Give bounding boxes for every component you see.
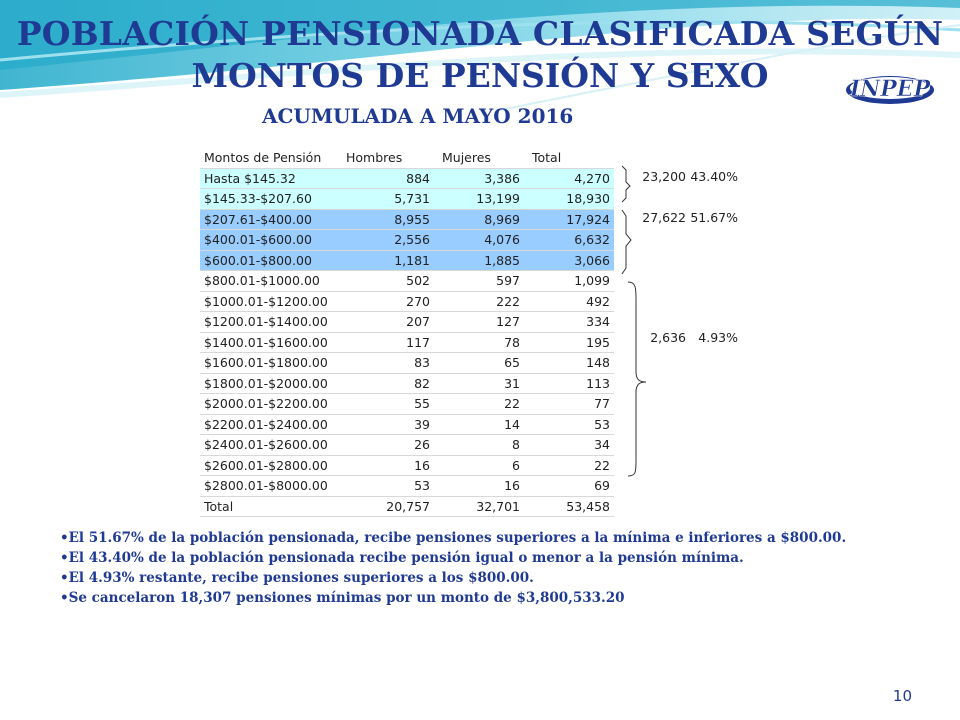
total-cell: 3,066 xyxy=(574,252,610,268)
total-cell: 53,458 xyxy=(566,498,610,514)
men-cell: 16 xyxy=(414,457,430,473)
amount-cell: $1200.01-$1400.00 xyxy=(204,314,328,329)
group-value: 23,200 xyxy=(642,169,686,184)
table-row xyxy=(200,271,614,292)
women-cell: 127 xyxy=(496,314,520,329)
women-cell: 8 xyxy=(512,437,520,452)
page-title-line1: POBLACIÓN PENSIONADA CLASIFICADA SEGÚN xyxy=(16,14,944,53)
group-value: 27,622 xyxy=(642,210,686,225)
table-row xyxy=(200,374,614,395)
total-cell: 1,099 xyxy=(574,273,610,288)
men-cell: 39 xyxy=(414,416,430,432)
group-percent: 4.93% xyxy=(698,330,738,345)
amount-cell: $1600.01-$1800.00 xyxy=(204,355,328,370)
women-cell: 3,386 xyxy=(484,170,520,186)
men-cell: 207 xyxy=(406,314,430,329)
amount-cell: $1000.01-$1200.00 xyxy=(204,293,328,309)
men-cell: 270 xyxy=(406,293,430,309)
women-cell: 65 xyxy=(504,355,520,370)
table-row xyxy=(200,456,614,477)
men-cell: 8,955 xyxy=(394,211,430,227)
total-cell: 334 xyxy=(586,314,610,329)
logo-text: INPEP xyxy=(849,76,931,102)
amount-cell: $145.33-$207.60 xyxy=(204,191,312,206)
total-cell: 34 xyxy=(594,437,610,452)
table-row xyxy=(200,210,614,231)
women-cell: 16 xyxy=(504,478,520,493)
women-cell: 4,076 xyxy=(484,232,520,247)
group-value: 2,636 xyxy=(650,330,686,345)
total-cell: 4,270 xyxy=(574,170,610,186)
amount-cell: $400.01-$600.00 xyxy=(204,232,312,247)
total-cell: 18,930 xyxy=(566,191,610,206)
total-cell: 77 xyxy=(594,396,610,411)
inpep-logo xyxy=(842,66,938,110)
women-cell: 78 xyxy=(504,334,520,350)
table-row xyxy=(200,476,614,497)
page-subtitle: ACUMULADA A MAYO 2016 xyxy=(262,104,574,128)
amount-cell: $2800.01-$8000.00 xyxy=(204,478,328,493)
total-cell: 22 xyxy=(594,457,610,473)
amount-cell: Hasta $145.32 xyxy=(204,170,296,186)
table-row xyxy=(200,189,614,210)
men-cell: 1,181 xyxy=(394,252,430,268)
table-row xyxy=(200,333,614,354)
svg-text:INPEP xyxy=(849,76,932,102)
pension-table xyxy=(200,148,614,517)
bullet-item: •El 43.40% de la población pensionada recibe pensión igual o menor a la pensión mínima. xyxy=(60,550,744,566)
bracket-1 xyxy=(622,166,630,202)
amount-cell: Total xyxy=(204,498,234,514)
bracket-3 xyxy=(628,282,646,476)
women-cell: 1,885 xyxy=(484,252,520,268)
men-cell: 20,757 xyxy=(386,498,430,514)
men-cell: 83 xyxy=(414,355,430,370)
group-brackets xyxy=(600,160,680,520)
total-cell: 69 xyxy=(594,478,610,493)
bracket-2 xyxy=(622,210,631,274)
women-cell: 14 xyxy=(504,416,520,432)
bullet-item: •Se cancelaron 18,307 pensiones mínimas por un monto de $3,800,533.20 xyxy=(60,590,625,606)
group-percent: 51.67% xyxy=(690,210,738,225)
table-row xyxy=(200,497,614,518)
women-cell: 6 xyxy=(512,457,520,473)
women-cell: 222 xyxy=(496,293,520,309)
women-cell: 32,701 xyxy=(476,498,520,514)
men-cell: 2,556 xyxy=(394,232,430,247)
amount-cell: $1800.01-$2000.00 xyxy=(204,375,328,391)
amount-cell: $800.01-$1000.00 xyxy=(204,273,320,288)
amount-cell: $207.61-$400.00 xyxy=(204,211,312,227)
amount-cell: $2200.01-$2400.00 xyxy=(204,416,328,432)
men-cell: 117 xyxy=(406,334,430,350)
women-cell: Mujeres xyxy=(442,150,491,165)
men-cell: 5,731 xyxy=(394,191,430,206)
men-cell: Hombres xyxy=(346,150,403,165)
women-cell: 597 xyxy=(496,273,520,288)
total-cell: 6,632 xyxy=(574,232,610,247)
table-row xyxy=(200,251,614,272)
bullet-item: •El 51.67% de la población pensionada, recibe pensiones superiores a la mínima e inferiores a $800.00. xyxy=(60,530,847,546)
total-cell: 17,924 xyxy=(566,211,610,227)
table-row xyxy=(200,435,614,456)
amount-cell: $600.01-$800.00 xyxy=(204,252,312,268)
amount-cell: $2400.01-$2600.00 xyxy=(204,437,328,452)
women-cell: 8,969 xyxy=(484,211,520,227)
table-row xyxy=(200,353,614,374)
table-row xyxy=(200,169,614,190)
total-cell: Total xyxy=(532,150,562,165)
men-cell: 26 xyxy=(414,437,430,452)
page-number: 10 xyxy=(892,687,912,705)
table-header xyxy=(200,148,614,169)
amount-cell: $2600.01-$2800.00 xyxy=(204,457,328,473)
table-row xyxy=(200,312,614,333)
total-cell: 195 xyxy=(586,334,610,350)
bullet-item: •El 4.93% restante, recibe pensiones superiores a los $800.00. xyxy=(60,570,534,586)
men-cell: 884 xyxy=(406,170,430,186)
total-cell: 148 xyxy=(586,355,610,370)
women-cell: 13,199 xyxy=(476,191,520,206)
women-cell: 31 xyxy=(504,375,520,391)
men-cell: 82 xyxy=(414,375,430,391)
page-title-line2: MONTOS DE PENSIÓN Y SEXO xyxy=(191,56,769,95)
women-cell: 22 xyxy=(504,396,520,411)
amount-cell: Montos de Pensión xyxy=(204,150,322,165)
table-row xyxy=(200,415,614,436)
total-cell: 492 xyxy=(586,293,610,309)
total-cell: 113 xyxy=(586,375,610,391)
amount-cell: $2000.01-$2200.00 xyxy=(204,396,328,411)
table-row xyxy=(200,230,614,251)
bullet-list xyxy=(60,528,898,608)
amount-cell: $1400.01-$1600.00 xyxy=(204,334,328,350)
men-cell: 502 xyxy=(406,273,430,288)
group-percent: 43.40% xyxy=(690,169,738,184)
men-cell: 55 xyxy=(414,396,430,411)
men-cell: 53 xyxy=(414,478,430,493)
table-row xyxy=(200,292,614,313)
table-row xyxy=(200,394,614,415)
total-cell: 53 xyxy=(594,416,610,432)
